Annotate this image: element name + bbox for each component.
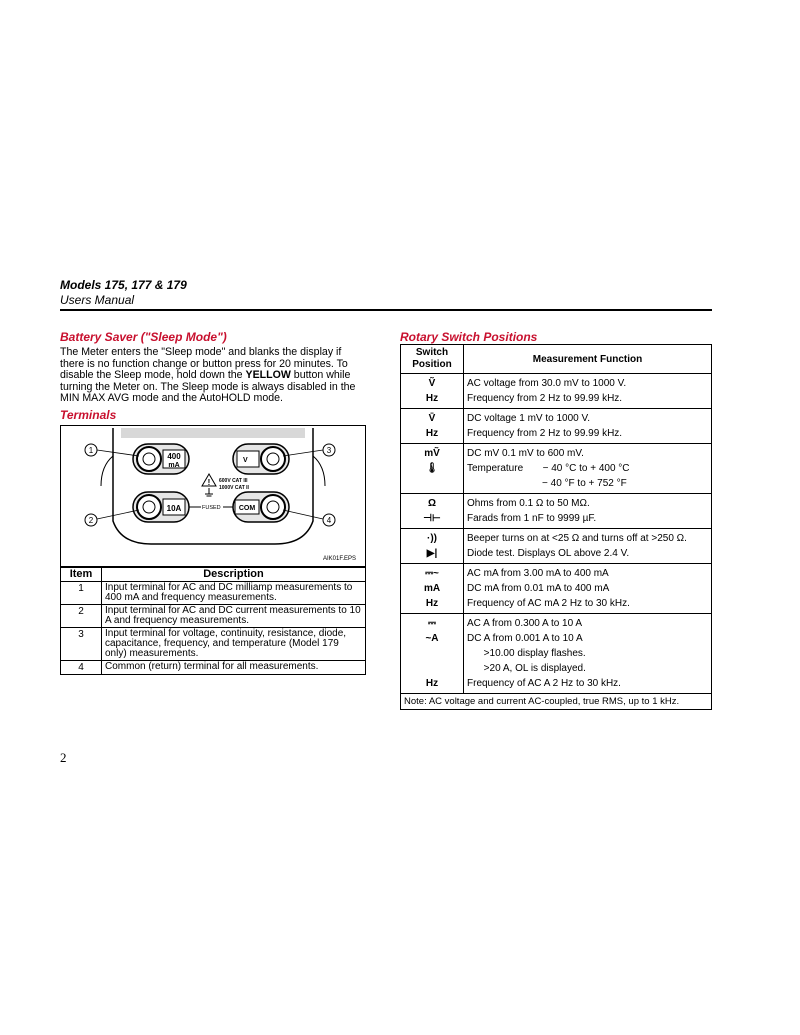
switch-symbol-line: mA [423, 583, 441, 594]
measurement-function-line: Farads from 1 nF to 9999 µF. [467, 513, 597, 524]
switch-symbol-line: Ṽ [428, 378, 436, 389]
page-number: 2 [60, 750, 67, 765]
measurement-function-line: >20 A, OL is displayed. [467, 663, 586, 674]
figure-file-tag: AIK01F.EPS [323, 556, 357, 562]
switch-symbol-line [404, 661, 460, 676]
table-row [401, 444, 712, 494]
terminal-item-description: Input terminal for voltage, continuity, resistance, diode, capacitance, frequency, and temperature (Model 179 only) measurements. [102, 628, 366, 661]
measurement-function-line: Frequency of AC mA 2 Hz to 30 kHz. [467, 598, 630, 609]
manual-title: Models 175, 177 & 179 [60, 278, 187, 292]
table-row [61, 661, 366, 675]
manual-subtitle: Users Manual [60, 293, 135, 307]
measurement-function [464, 374, 712, 409]
battery-saver-heading: Battery Saver ("Sleep Mode") [60, 330, 227, 344]
battery-saver-text-1: The Meter enters the "Sleep mode" and blanks the display if there is no function change or button press for 20 minutes. To disable the Sleep mode, hold down the [60, 346, 348, 381]
measurement-function-line: Frequency from 2 Hz to 99.99 kHz. [467, 428, 623, 439]
terminal-com-jack-inner [267, 501, 279, 513]
table-row [401, 564, 712, 614]
measurement-function-line: Beeper turns on at <25 Ω and turns off at >250 Ω. [467, 533, 687, 544]
measurement-function [464, 409, 712, 444]
callout-2-label: 2 [88, 516, 94, 525]
measurement-function-line: DC mA from 0.01 mA to 400 mA [467, 583, 610, 594]
switch-position-symbol [401, 614, 464, 694]
table-row [61, 605, 366, 628]
fused-label: FUSED [202, 505, 221, 511]
table-row [401, 494, 712, 529]
rotary-header-switch-2: Position [412, 359, 452, 370]
table-row [61, 582, 366, 605]
switch-symbol-line: mṼ [424, 448, 440, 459]
terminals-figure [60, 425, 366, 567]
measurement-function [464, 444, 712, 494]
switch-position-symbol [401, 529, 464, 564]
switch-position-symbol [401, 374, 464, 409]
measurement-function-line: Temperature − 40 °C to + 400 °C [467, 463, 630, 474]
measurement-function-line: AC A from 0.300 A to 10 A [467, 618, 583, 629]
table-row [61, 628, 366, 661]
measurement-function-line: AC voltage from 30.0 mV to 1000 V. [467, 378, 627, 389]
switch-position-symbol [401, 564, 464, 614]
switch-symbol-line: ·)) [427, 533, 437, 544]
switch-symbol-line: V̄ [428, 413, 436, 424]
table-row [401, 614, 712, 694]
switch-position-symbol [401, 494, 464, 529]
switch-symbol-line: Hz [425, 678, 439, 689]
measurement-function [464, 529, 712, 564]
callout-4-label: 4 [326, 516, 332, 525]
terminals-header-item: Item [61, 568, 102, 582]
terminal-10a-jack-inner [143, 501, 155, 513]
svg-text:!: ! [207, 478, 211, 487]
rotary-note: Note: AC voltage and current AC-coupled, true RMS, up to 1 kHz. [401, 694, 712, 710]
terminal-item-number: 1 [61, 582, 102, 605]
battery-saver-text-bold: YELLOW [245, 369, 291, 381]
terminal-item-description: Common (return) terminal for all measurements. [102, 661, 366, 675]
switch-symbol-line: ⎓~ [425, 568, 439, 579]
battery-saver-text [60, 347, 366, 405]
terminal-item-description: Input terminal for AC and DC milliamp measurements to 400 mA and frequency measurements. [102, 582, 366, 605]
switch-position-symbol [401, 409, 464, 444]
measurement-function-line: Frequency from 2 Hz to 99.99 kHz. [467, 393, 623, 404]
meter-top-shade [121, 428, 305, 438]
rotary-heading: Rotary Switch Positions [400, 330, 538, 344]
terminals-heading: Terminals [60, 408, 117, 422]
measurement-function [464, 614, 712, 694]
cat-rating-2: 1000V CAT II [219, 485, 249, 491]
measurement-function-line: DC A from 0.001 A to 10 A [467, 633, 583, 644]
header-rule [60, 309, 712, 311]
callout-1-label: 1 [88, 446, 94, 455]
terminals-header-description: Description [102, 568, 366, 582]
terminals-diagram [61, 426, 365, 566]
table-row [401, 529, 712, 564]
terminal-item-number: 2 [61, 605, 102, 628]
table-row [401, 409, 712, 444]
switch-position-symbol [401, 444, 464, 494]
switch-symbol-line: Ω [427, 498, 437, 509]
terminals-table [60, 567, 366, 675]
measurement-function-line: Frequency of AC A 2 Hz to 30 kHz. [467, 678, 621, 689]
meter-grip-right [313, 456, 325, 486]
switch-symbol-line: 🌡 [425, 463, 439, 474]
table-row [401, 374, 712, 409]
measurement-function-line: DC voltage 1 mV to 1000 V. [467, 413, 591, 424]
switch-symbol-line: Hz [425, 393, 439, 404]
terminal-v-jack-inner [267, 453, 279, 465]
rotary-header-function: Measurement Function [464, 345, 712, 374]
measurement-function-line: >10.00 display flashes. [467, 648, 586, 659]
cat-rating-1: 600V CAT III [219, 478, 248, 484]
terminal-item-description: Input terminal for AC and DC current measurements to 10 A and frequency measurements. [102, 605, 366, 628]
measurement-function-line: Diode test. Displays OL above 2.4 V. [467, 548, 630, 559]
switch-symbol-line: ⎓ [428, 618, 436, 629]
switch-symbol-line: Hz [425, 428, 439, 439]
battery-saver-text-2: button while turning the Meter on. The Sleep mode is always disabled in the MIN MAX AVG mode and the AutoHOLD mode. [60, 369, 356, 404]
terminal-v-label: V [243, 457, 248, 464]
terminal-item-number: 3 [61, 628, 102, 661]
switch-symbol-line: Hz [425, 598, 439, 609]
meter-grip-left [101, 456, 113, 486]
measurement-function-line: Ohms from 0.1 Ω to 50 MΩ. [467, 498, 590, 509]
terminal-v-label-box [237, 451, 259, 467]
measurement-function [464, 494, 712, 529]
terminal-400ma-jack-inner [143, 453, 155, 465]
rotary-header-switch [401, 345, 464, 374]
terminal-400ma-label: 400 [167, 452, 181, 461]
switch-symbol-line [404, 646, 460, 661]
switch-symbol-line: ~A [425, 633, 439, 644]
terminal-400ma-unit: mA [168, 462, 180, 469]
callout-3-label: 3 [326, 446, 332, 455]
terminal-10a-label: 10A [166, 504, 182, 513]
switch-symbol-line: ▶| [426, 548, 438, 559]
measurement-function-line: AC mA from 3.00 mA to 400 mA [467, 568, 609, 579]
switch-symbol-line: ⊣⊢ [423, 513, 441, 524]
measurement-function [464, 564, 712, 614]
rotary-header-switch-1: Switch [415, 347, 449, 358]
measurement-function-line: − 40 °F to + 752 °F [467, 478, 627, 489]
measurement-function-line: DC mV 0.1 mV to 600 mV. [467, 448, 584, 459]
terminal-item-number: 4 [61, 661, 102, 675]
rotary-table [400, 344, 712, 710]
terminal-com-label: COM [238, 505, 256, 512]
